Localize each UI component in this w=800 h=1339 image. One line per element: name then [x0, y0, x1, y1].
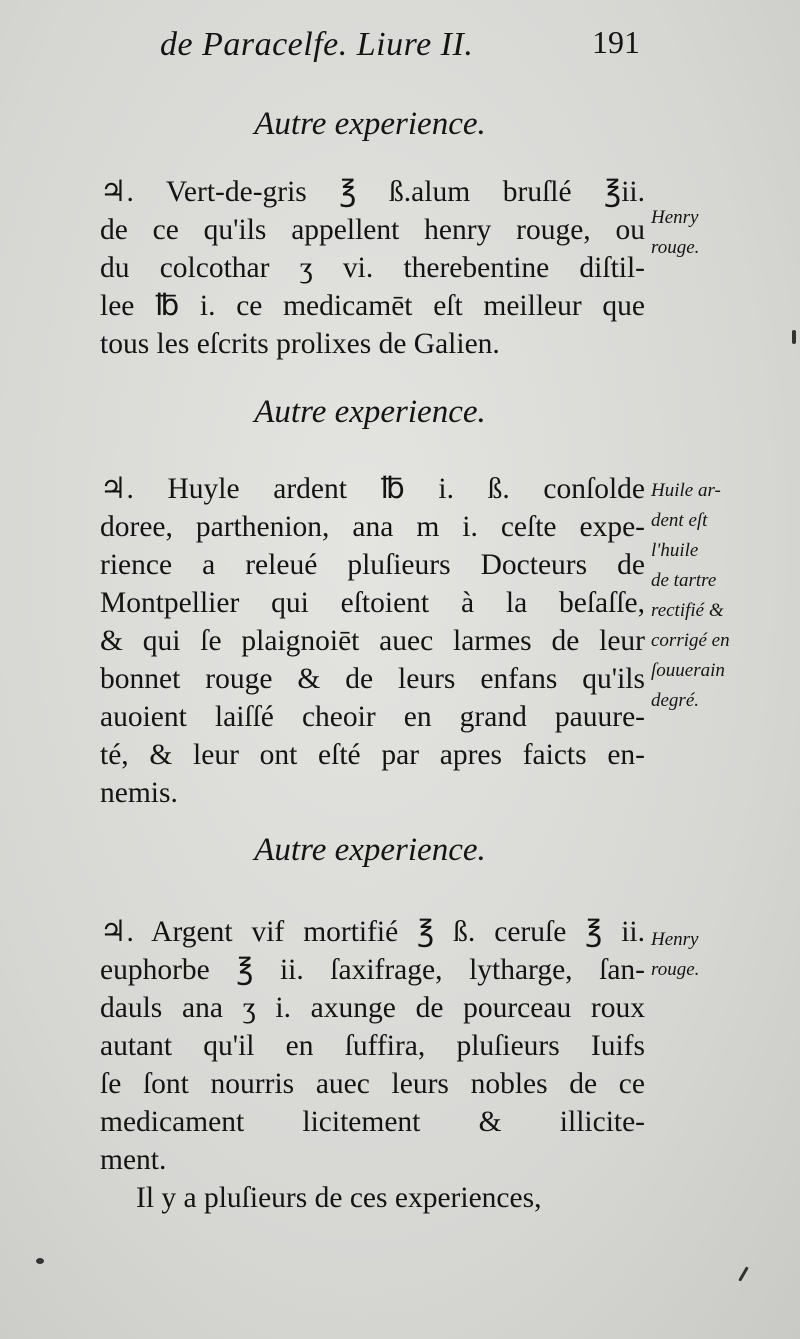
ink-speck — [36, 1258, 44, 1264]
margin-note-line: ſouuerain — [651, 660, 725, 681]
text-line: du colcothar ʒ vi. therebentine diſtil- — [100, 252, 645, 284]
text-line: dauls ana ʒ i. axunge de pourceau roux — [100, 992, 645, 1024]
margin-note-line: Henry — [651, 929, 699, 950]
paragraph — [100, 913, 645, 1217]
text-line: ♃. Vert-de-gris ℥ ß.alum bruſlé ℥ii. — [100, 176, 645, 208]
margin-note-line: rectifié & — [651, 600, 724, 621]
margin-note-line: corrigé en — [651, 630, 730, 651]
text-line: autant qu'il en ſuffira, pluſieurs Iuifs — [100, 1030, 645, 1062]
margin-note — [651, 203, 796, 263]
text-line: medicament licitement & illicite- — [100, 1106, 645, 1138]
section-heading: Autre experience. — [254, 106, 486, 142]
text-line: auoient laiſſé cheoir en grand pauure- — [100, 701, 645, 733]
text-line: lee ℔ i. ce medicamēt eſt meilleur que — [100, 290, 645, 322]
text-line: ♃. Huyle ardent ℔ i. ß. conſolde — [100, 473, 645, 505]
text-line: té, & leur ont eſté par apres faicts en- — [100, 739, 645, 771]
paragraph — [100, 173, 645, 363]
section-heading: Autre experience. — [254, 394, 486, 430]
ink-speck — [738, 1266, 749, 1281]
text-line: ment. — [100, 1144, 167, 1176]
margin-note-line: de tartre — [651, 570, 717, 591]
text-line: & qui ſe plaignoiēt auec larmes de leur — [100, 625, 645, 657]
running-head — [160, 22, 640, 72]
margin-note-line: degré. — [651, 690, 700, 711]
margin-note-line: Huile ar- — [651, 480, 721, 501]
section-heading: Autre experience. — [254, 832, 486, 868]
text-line: nemis. — [100, 777, 178, 809]
text-line: de ce qu'ils appellent henry rouge, ou — [100, 214, 645, 246]
paragraph — [100, 470, 645, 812]
running-head-title: de Paracelfe. Liure II. — [160, 26, 474, 63]
margin-note-line: l'huile — [651, 540, 699, 561]
text-line: doree, parthenion, ana m i. ceſte expe- — [100, 511, 645, 543]
text-line: rience a releué pluſieurs Docteurs de — [100, 549, 645, 581]
text-line: bonnet rouge & de leurs enfans qu'ils — [100, 663, 645, 695]
margin-note-line: dent eſt — [651, 510, 708, 531]
margin-note-line: Henry — [651, 207, 699, 228]
margin-note — [651, 476, 796, 716]
text-line: Montpellier qui eſtoient à la beſaſſe, — [100, 587, 645, 619]
text-line: Il y a pluſieurs de ces experiences, — [136, 1182, 542, 1214]
page-number: 191 — [592, 24, 640, 60]
text-line: tous les eſcrits prolixes de Galien. — [100, 328, 500, 360]
text-line: euphorbe ℥ ii. ſaxifrage, lytharge, ſan- — [100, 954, 645, 986]
text-line: ſe ſont nourris auec leurs nobles de ce — [100, 1068, 645, 1100]
ink-speck — [792, 330, 796, 344]
margin-note-line: rouge. — [651, 959, 700, 980]
margin-note-line: rouge. — [651, 237, 700, 258]
text-line: ♃. Argent vif mortifié ℥ ß. ceruſe ℥ ii. — [100, 916, 645, 948]
margin-note — [651, 925, 796, 985]
